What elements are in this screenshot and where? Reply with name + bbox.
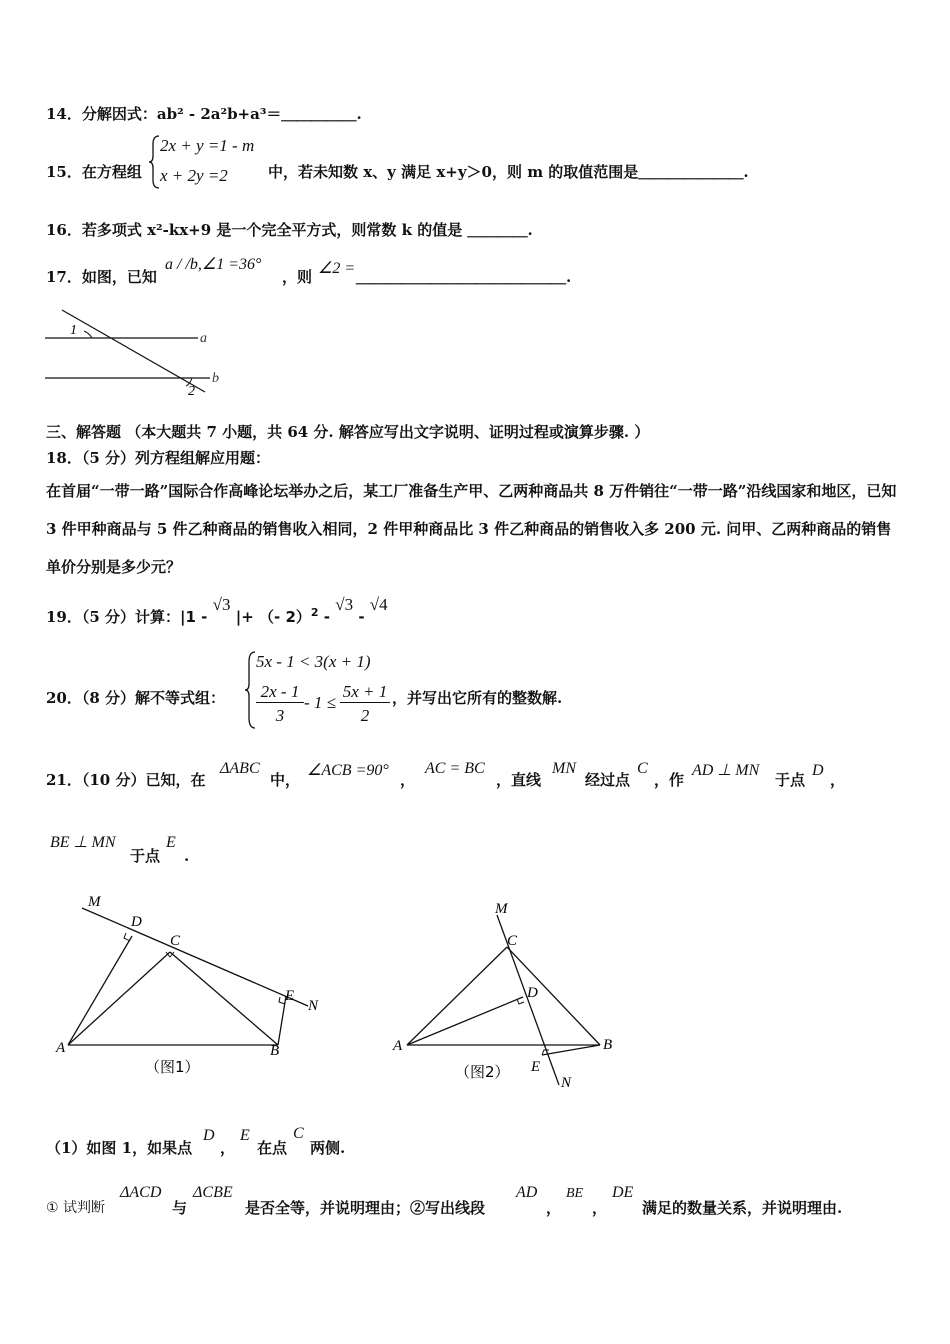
q21-point-c: C: [637, 760, 648, 777]
q15-equation-2: x + 2y =2: [160, 166, 228, 185]
fig1-caption: （图1）: [145, 1058, 200, 1076]
q20-numerator-2: 5x + 1: [340, 682, 390, 703]
q20-inequality-1: 5x - 1 < 3(x + 1): [256, 652, 371, 671]
q21-sub2-s2: BE: [566, 1186, 584, 1201]
q21-sub2-d: ，: [546, 1199, 562, 1217]
q21-point-d: D: [812, 762, 824, 779]
q21-sub2-e: ，: [592, 1199, 608, 1217]
q21-sub2-t1: ΔACD: [120, 1184, 162, 1201]
q21-sub1-cc: C: [293, 1125, 304, 1142]
q21-sub2-s1: AD: [516, 1184, 538, 1201]
q17-answer: [356, 267, 571, 287]
q21-sub1-d: D: [203, 1127, 215, 1144]
q15-condition-text: 中，若未知数 x、y 满足 x+y＞0，则 m 的取值范围是: [268, 163, 639, 181]
question-19: [46, 595, 388, 627]
line-a-label: a: [200, 331, 207, 346]
q21-t2: ，: [400, 771, 416, 789]
q21-perp-1: AD ⊥ MN: [692, 762, 760, 779]
q18-body: 在首届“一带一路”国际合作高峰论坛举办之后，某工厂准备生产甲、乙两种商品共 8 万件销往“一带一路”沿线国家和地区，已知 3 件甲种商品与 5 件乙种商品的销售收入相同，2 件甲种商品比 3 件乙种商品的销售收入多 200 元. 问甲、乙两种商品的销售单价分别是多少元？: [46, 482, 897, 576]
q20-numerator-1: 2x - 1: [256, 682, 304, 703]
q21-number: 21．（10 分）已知，在: [46, 771, 206, 789]
q17-number: 17．: [46, 268, 82, 286]
segment-bc: [507, 947, 600, 1045]
q21-sub1-a: （1）如图 1，如果点: [46, 1139, 193, 1157]
segment-be: [542, 1045, 600, 1055]
q16-number: 16．: [46, 221, 82, 239]
fig2-label-e: E: [531, 1059, 541, 1075]
fig2-label-a: A: [393, 1038, 403, 1054]
q14-expression: ab² - 2a²b+a³＝: [156, 105, 282, 123]
fig2-label-d: D: [527, 985, 538, 1001]
q21-sub1-c: 在点: [257, 1139, 288, 1157]
line-b-label: b: [212, 371, 219, 386]
q21-point-e: E: [166, 834, 176, 851]
q21-figure-1: [40, 880, 340, 1080]
angle-2-label: 2: [188, 384, 195, 399]
q21-t1: 中，: [270, 771, 301, 789]
q21-t5: ，作: [654, 771, 685, 789]
q21-t6: 于点: [775, 771, 806, 789]
q21-angle: ∠ACB =90°: [307, 762, 389, 779]
q20-middle: - 1 ≤: [304, 693, 336, 712]
q21-t7: ，: [830, 771, 846, 789]
q17-angle: ∠2 =: [318, 260, 356, 277]
q14-blank: ＿＿＿＿＿: [281, 105, 357, 123]
q17-blank: ＿＿＿＿＿＿＿＿＿＿＿＿＿＿: [356, 268, 567, 286]
q21-sub2-a: ① 试判断: [46, 1200, 106, 1216]
q15-equation-1: 2x + y =1 - m: [160, 136, 255, 155]
q18-head: 18．（5 分）列方程组解应用题：: [46, 449, 271, 467]
q21-sub2-b: 与: [172, 1199, 188, 1217]
fig2-label-m: M: [495, 901, 508, 917]
q17-lead: 如图，已知: [81, 268, 157, 286]
fig2-label-n: N: [561, 1075, 572, 1091]
q15-condition: [268, 162, 749, 182]
q21-t8: 于点: [130, 847, 161, 865]
fig2-label-c: C: [507, 933, 518, 949]
question-17: [46, 267, 157, 287]
q21-sub1-b: ，: [220, 1139, 236, 1157]
angle-1-label: 1: [70, 323, 77, 338]
fig1-label-c: C: [170, 933, 181, 949]
q15-number: 15．: [46, 163, 82, 181]
q21-triangle: ΔABC: [220, 760, 260, 777]
segment-bc: [170, 952, 278, 1045]
q21-sub2-s3: DE: [612, 1184, 634, 1201]
fig1-label-m: M: [88, 894, 101, 910]
fig1-label-n: N: [308, 998, 319, 1014]
q16-end: .: [527, 221, 533, 239]
q19-number: 19．（5 分）计算：: [46, 608, 181, 626]
q15-blank: ＿＿＿＿＿＿＿: [638, 163, 744, 181]
fig1-label-d: D: [131, 914, 142, 930]
fig1-label-a: A: [56, 1040, 66, 1056]
q15-end: .: [743, 163, 749, 181]
question-15: [46, 162, 142, 182]
segment-ad: [68, 936, 132, 1045]
q14-lead: 分解因式：: [81, 105, 157, 123]
q19-exponent: 2: [310, 606, 319, 619]
q19-root-1: √3: [212, 595, 231, 614]
fig1-label-e: E: [285, 988, 295, 1004]
q20-denominator-1: 3: [275, 706, 285, 725]
segment-ad: [407, 997, 523, 1045]
q16-blank: ＿＿＿＿: [467, 221, 528, 239]
fig2-caption: （图2）: [455, 1063, 510, 1081]
q21-sub2-t2: ΔCBE: [193, 1184, 233, 1201]
q17-end: .: [566, 268, 572, 286]
line-mn: [82, 908, 308, 1006]
q15-lead: 在方程组: [81, 163, 142, 181]
q19-root-3: √4: [369, 595, 388, 614]
q14-number: 14．: [46, 105, 82, 123]
q19-part-1: |1 -: [180, 608, 208, 626]
segment-ac: [68, 952, 170, 1045]
q19-part-3: -: [318, 608, 330, 626]
q21-equal: AC = BC: [425, 760, 485, 777]
q20-number: 20．（8 分）解不等式组：: [46, 689, 226, 707]
q21-t3: ，直线: [496, 771, 542, 789]
q19-part-4: -: [358, 608, 365, 626]
fig2-label-b: B: [603, 1037, 613, 1053]
q17-mid: ，则: [282, 268, 313, 286]
question-14: [46, 104, 362, 124]
q21-t9: .: [184, 847, 190, 865]
q16-text: 若多项式 x²-kx+9 是一个完全平方式，则常数 k 的值是: [81, 221, 463, 239]
q21-figure-2: [385, 895, 645, 1095]
q21-t4: 经过点: [585, 771, 631, 789]
fig1-label-b: B: [270, 1043, 280, 1059]
q21-perp-2: BE ⊥ MN: [50, 834, 116, 851]
q19-root-2: √3: [335, 595, 354, 614]
q17-given: a / /b,∠1 =36°: [165, 256, 262, 273]
q17-figure: [40, 300, 240, 400]
q21-sub2-f: 满足的数量关系，并说明理由.: [642, 1199, 843, 1217]
q19-part-2: |+ （- 2）: [235, 608, 311, 626]
q20-tail: ，并写出它所有的整数解.: [392, 689, 563, 707]
q14-end: .: [356, 105, 362, 123]
q21-sub1-f: 两侧.: [310, 1139, 346, 1157]
q20-denominator-2: 2: [360, 706, 370, 725]
q21-mn: MN: [552, 760, 576, 777]
q21-sub2-c: 是否全等，并说明理由；②写出线段: [245, 1199, 486, 1217]
transversal: [62, 310, 205, 392]
q21-sub1: [46, 1138, 192, 1158]
segment-ac: [407, 947, 507, 1045]
question-16: [46, 220, 533, 240]
section-3-title: 三、解答题 （本大题共 7 小题，共 64 分. 解答应写出文字说明、证明过程或演算步骤. ）: [46, 423, 650, 441]
q21-sub1-e: E: [240, 1127, 250, 1144]
